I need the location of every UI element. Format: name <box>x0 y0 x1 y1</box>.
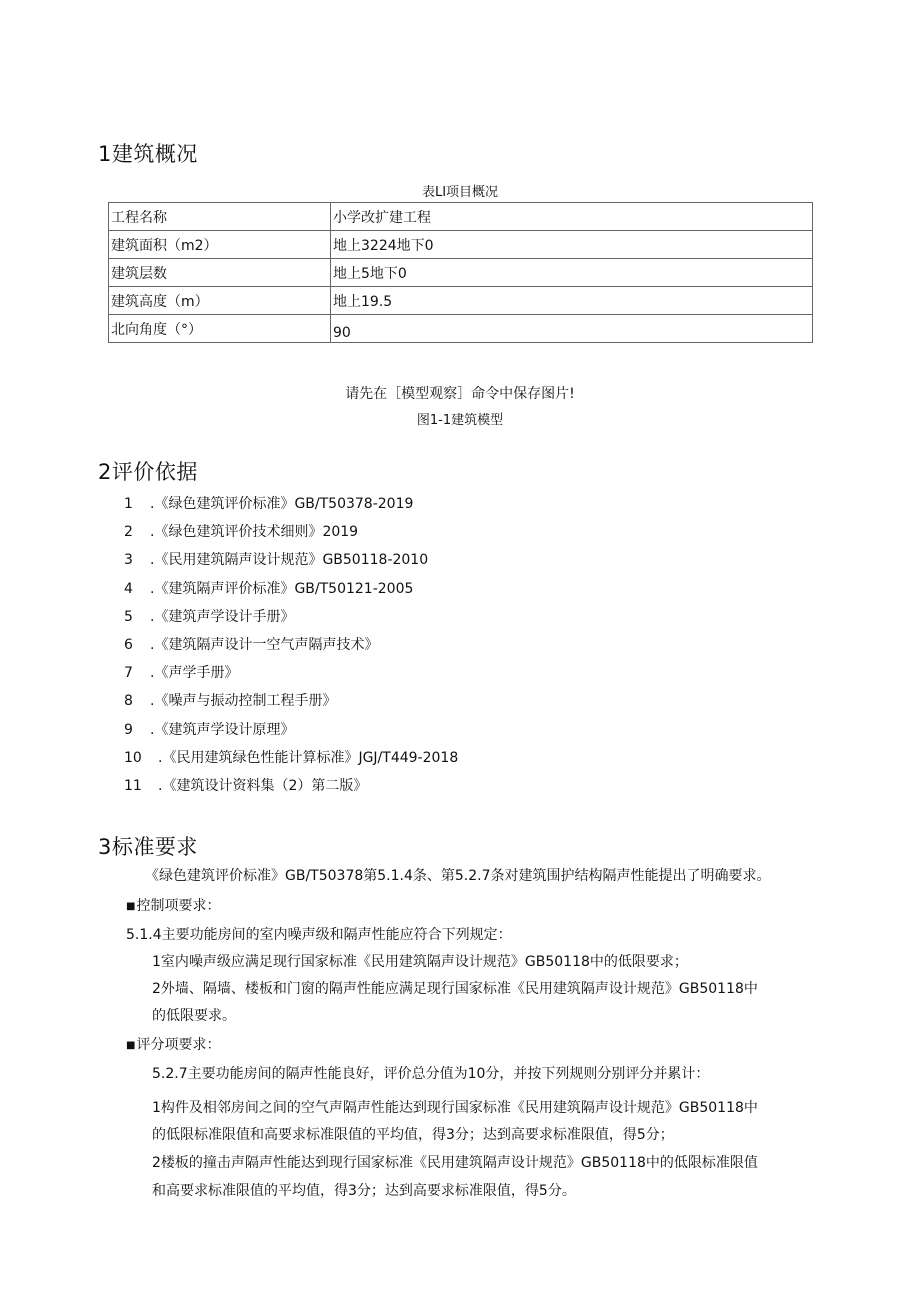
section-heading-evaluation-basis: 2评价依据 <box>98 460 198 484</box>
clause-5-1-4-item-2-cont: 的低限要求。 <box>152 1008 236 1024</box>
list-item-number: 2 <box>124 524 133 541</box>
table-row <box>109 315 813 343</box>
list-item <box>124 663 458 691</box>
list-item-text: .《民用建筑绿色性能计算标准》JGJ/T449-2018 <box>158 749 459 766</box>
list-item <box>124 748 458 776</box>
table-row <box>109 287 813 315</box>
list-item-number: 7 <box>124 665 133 682</box>
list-item-text: .《声学手册》 <box>150 665 239 682</box>
list-item-text: .《建筑设计资料集（2）第二版》 <box>158 777 368 794</box>
list-item-number: 5 <box>124 608 133 625</box>
scoring-items-label: ■评分项要求： <box>126 1037 221 1053</box>
list-item-number: 1 <box>124 496 133 512</box>
table-cell-key: 北向角度（°） <box>109 315 331 343</box>
list-item-text: .《建筑隔声评价标准》GB/T50121-2005 <box>150 580 414 597</box>
list-item-number: 8 <box>124 693 133 710</box>
reference-list <box>124 494 458 804</box>
figure-caption: 图1-1建筑模型 <box>416 413 504 428</box>
table-cell-value: 90 <box>331 315 813 343</box>
table-cell-key: 建筑面积（m2） <box>109 231 331 259</box>
requirements-intro: 《绿色建筑评价标准》GB/T50378第5.1.4条、第5.2.7条对建筑围护结构隔声性能提出了明确要求。 <box>145 868 771 884</box>
list-item <box>124 494 458 522</box>
table-row <box>109 259 813 287</box>
square-bullet-icon: ■ <box>126 901 136 912</box>
list-item <box>124 522 458 550</box>
project-overview-table <box>108 202 813 343</box>
list-item-text: .《绿色建筑评价技术细则》2019 <box>150 524 359 541</box>
table-cell-value: 小学改扩建工程 <box>331 203 813 231</box>
list-item-number: 6 <box>124 636 133 653</box>
table-row <box>109 203 813 231</box>
clause-5-1-4-item-2: 2外墙、隔墙、楼板和门窗的隔声性能应满足现行国家标准《民用建筑隔声设计规范》GB50118中 <box>152 981 758 997</box>
table-caption: 表LI项目概况 <box>421 185 499 200</box>
list-item <box>124 635 458 663</box>
section-heading-standard-requirements: 3标准要求 <box>98 835 198 859</box>
list-item-number: 3 <box>124 552 133 569</box>
square-bullet-icon: ■ <box>126 1040 136 1051</box>
list-item <box>124 579 458 607</box>
table-cell-value: 地上5地下0 <box>331 259 813 287</box>
list-item-text: .《绿色建筑评价标准》GB/T50378-2019 <box>150 496 414 512</box>
clause-5-2-7-item-2: 2楼板的撞击声隔声性能达到现行国家标准《民用建筑隔声设计规范》GB50118中的低限标准限值 <box>152 1155 758 1171</box>
list-item-number: 9 <box>124 721 133 738</box>
list-item-text: .《民用建筑隔声设计规范》GB50118-2010 <box>150 552 429 569</box>
clause-5-2-7-item-1-cont: 的低限标准限值和高要求标准限值的平均值，得3分；达到高要求标准限值，得5分； <box>152 1127 674 1143</box>
list-item-number: 11 <box>124 777 142 794</box>
control-items-label: ■控制项要求： <box>126 898 221 914</box>
clause-5-1-4: 5.1.4主要功能房间的室内噪声级和隔声性能应符合下列规定： <box>126 927 512 943</box>
list-item <box>124 607 458 635</box>
clause-5-2-7-item-2-cont: 和高要求标准限值的平均值，得3分；达到高要求标准限值，得5分。 <box>152 1183 576 1199</box>
list-item <box>124 720 458 748</box>
clause-5-2-7: 5.2.7主要功能房间的隔声性能良好，评价总分值为10分，并按下列规则分别评分并累计： <box>152 1066 710 1082</box>
list-item <box>124 691 458 719</box>
clause-5-1-4-item-1: 1室内噪声级应满足现行国家标准《民用建筑隔声设计规范》GB50118中的低限要求； <box>152 954 688 970</box>
clause-5-2-7-item-1: 1构件及相邻房间之间的空气声隔声性能达到现行国家标准《民用建筑隔声设计规范》GB50118中 <box>152 1100 758 1116</box>
table-cell-key: 工程名称 <box>109 203 331 231</box>
list-item-text: .《噪声与振动控制工程手册》 <box>150 693 337 710</box>
list-item-number: 10 <box>124 749 142 766</box>
model-image-notice: 请先在［模型观察］命令中保存图片! <box>345 386 575 402</box>
table-row <box>109 231 813 259</box>
list-item-text: .《建筑声学设计手册》 <box>150 608 295 625</box>
list-item-number: 4 <box>124 580 133 597</box>
table-cell-key: 建筑层数 <box>109 259 331 287</box>
list-item-text: .《建筑声学设计原理》 <box>150 721 295 738</box>
section-heading-building-overview: 1建筑概况 <box>98 142 198 166</box>
list-item-text: .《建筑隔声设计一空气声隔声技术》 <box>150 636 379 653</box>
table-cell-key: 建筑高度（m） <box>109 287 331 315</box>
list-item <box>124 776 458 804</box>
table-cell-value: 地上3224地下0 <box>331 231 813 259</box>
list-item <box>124 550 458 578</box>
table-cell-value: 地上19.5 <box>331 287 813 315</box>
